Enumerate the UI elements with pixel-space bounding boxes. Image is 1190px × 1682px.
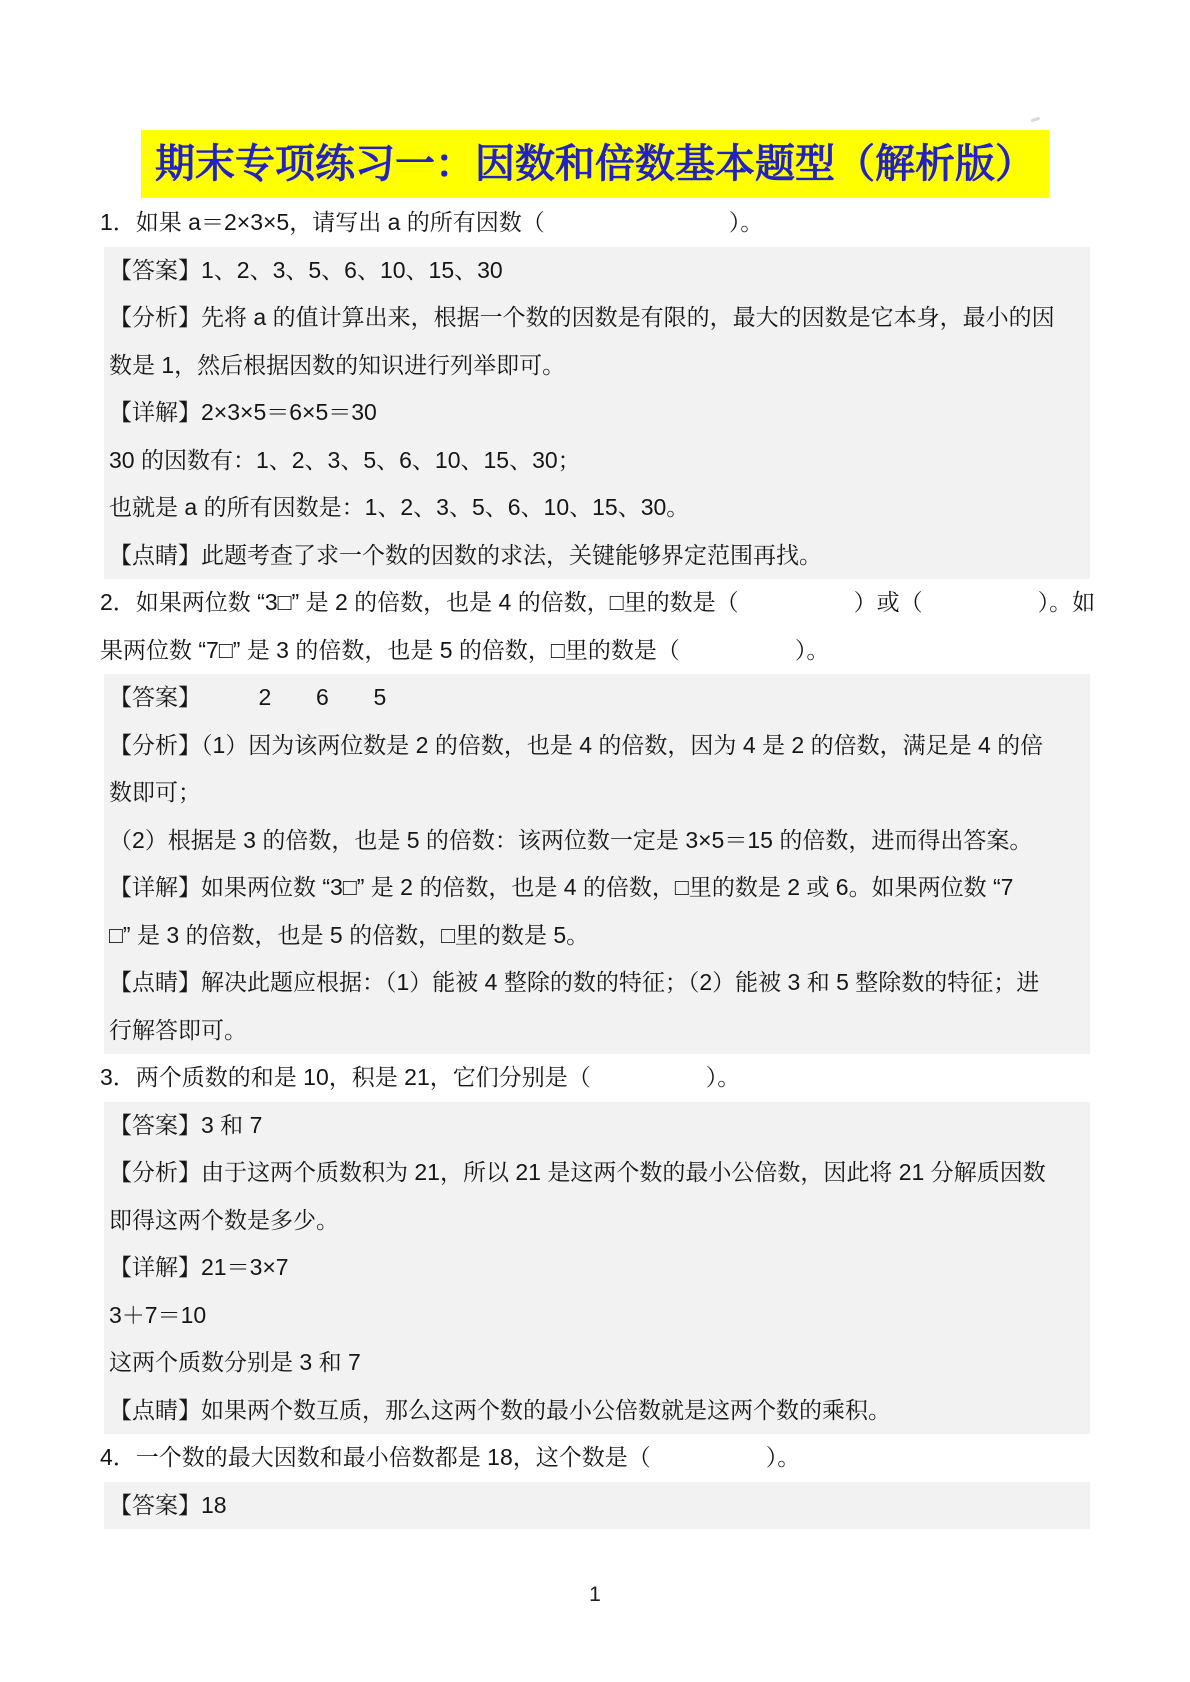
- explanation-line: 【答案】18: [109, 1491, 227, 1518]
- explanation-line: 数即可；: [109, 779, 201, 805]
- explanation-line: 【点睛】此题考查了求一个数的因数的求法，关键能够界定范围再找。: [109, 541, 822, 568]
- page-footer: [0, 1583, 1190, 1607]
- question-block: [100, 1434, 1090, 1482]
- explanation-block: [104, 1102, 1090, 1435]
- explanation-line: 【分析】由于这两个质数积为 21，所以 21 是这两个数的最小公倍数，因此将 21 分解质因数: [109, 1159, 1046, 1185]
- explanation-line: 3＋7＝10: [109, 1301, 207, 1328]
- question-line: 3．两个质数的和是 10，积是 21，它们分别是（ ）。: [100, 1064, 741, 1090]
- explanation-line: 【详解】如果两位数 “3□” 是 2 的倍数，也是 4 的倍数，□里的数是 2 或 6。如果两位数 “7: [109, 874, 1014, 900]
- explanation-block: [104, 674, 1090, 1054]
- explanation-line: 【详解】2×3×5＝6×5＝30: [109, 399, 377, 425]
- question-line: 2．如果两位数 “3□” 是 2 的倍数，也是 4 的倍数，□里的数是（ ）或（ ）。如: [100, 589, 1096, 615]
- explanation-line: 【分析】先将 a 的值计算出来，根据一个数的因数是有限的，最大的因数是它本身，最小的因: [109, 304, 1055, 330]
- stray-mark: [1031, 117, 1040, 123]
- explanation-line: 【答案】3 和 7: [109, 1111, 263, 1138]
- page-number: 1: [589, 1583, 601, 1606]
- question-block: [100, 579, 1096, 674]
- explanation-block: [104, 1482, 1090, 1530]
- question-block: [100, 199, 1090, 247]
- explanation-line: 【点睛】解决此题应根据：（1）能被 4 整除的数的特征；（2）能被 3 和 5 整除数的特征；进: [109, 969, 1040, 995]
- explanation-line: （2）根据是 3 的倍数，也是 5 的倍数：该两位数一定是 3×5＝15 的倍数，进而得出答案。: [109, 826, 1033, 853]
- question-block: [100, 1054, 1090, 1102]
- title-row: [0, 130, 1190, 198]
- explanation-line: □” 是 3 的倍数，也是 5 的倍数，□里的数是 5。: [109, 921, 590, 948]
- explanation-line: 【答案】 2 6 5: [109, 684, 387, 710]
- question-line: 果两位数 “7□” 是 3 的倍数，也是 5 的倍数，□里的数是（ ）。: [100, 636, 830, 663]
- question-line: 4．一个数的最大因数和最小倍数都是 18，这个数是（ ）。: [100, 1444, 801, 1470]
- explanation-line: 也就是 a 的所有因数是：1、2、3、5、6、10、15、30。: [109, 494, 690, 520]
- page-title: 期末专项练习一：因数和倍数基本题型（解析版）: [141, 130, 1049, 198]
- explanation-line: 行解答即可。: [109, 1016, 247, 1043]
- explanation-line: 即得这两个数是多少。: [109, 1206, 339, 1233]
- explanation-line: 【详解】21＝3×7: [109, 1254, 289, 1280]
- explanation-line: 这两个质数分别是 3 和 7: [109, 1349, 361, 1375]
- question-line: 1．如果 a＝2×3×5，请写出 a 的所有因数（ ）。: [100, 209, 764, 235]
- explanation-line: 【答案】1、2、3、5、6、10、15、30: [109, 256, 503, 283]
- worksheet-content: [100, 199, 1096, 1529]
- explanation-block: [104, 247, 1090, 580]
- explanation-line: 【点睛】如果两个数互质，那么这两个数的最小公倍数就是这两个数的乘积。: [109, 1396, 891, 1423]
- explanation-line: 【分析】（1）因为该两位数是 2 的倍数，也是 4 的倍数，因为 4 是 2 的倍数，满足是 4 的倍: [109, 731, 1044, 758]
- explanation-line: 数是 1，然后根据因数的知识进行列举即可。: [109, 351, 566, 378]
- explanation-line: 30 的因数有：1、2、3、5、6、10、15、30；: [109, 446, 581, 473]
